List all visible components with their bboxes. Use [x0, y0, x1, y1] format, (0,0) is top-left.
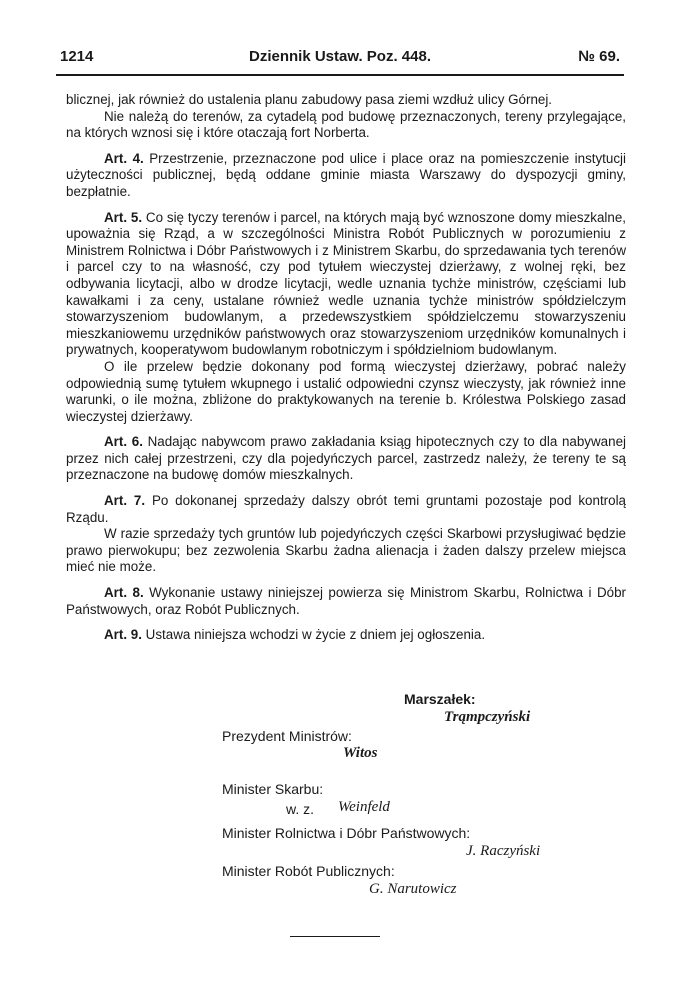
marshal-title: Marszałek:	[404, 691, 476, 707]
article-label: Art. 9.	[104, 627, 142, 643]
agriculture-minister-title: Minister Rolnictwa i Dóbr Państwowych:	[222, 825, 471, 841]
article-label: Art. 7.	[104, 493, 146, 509]
article-7	[66, 493, 626, 526]
paragraph-text: blicznej, jak również do ustalenia planu zabudowy pasa ziemi wzdłuż ulicy Górnej.	[66, 92, 553, 107]
issue-number: № 69.	[578, 48, 620, 65]
article-label: Art. 6.	[104, 434, 143, 450]
document-body	[66, 92, 626, 644]
article-6	[66, 434, 626, 484]
prime-minister-signature: Witos	[343, 745, 378, 761]
article-text: Po dokonanej sprzedaży dalszy obrót temi gruntami pozostaje pod kontrolą Rządu.	[66, 493, 627, 525]
article-text: Wykonanie ustawy niniejszej powierza się Ministrom Skarbu, Rolnictwa i Dóbr Państwowych, oraz Robót Publicznych.	[66, 585, 626, 617]
closing-rule	[290, 936, 380, 937]
treasury-minister-title: Minister Skarbu:	[222, 781, 324, 797]
article-9	[66, 627, 626, 644]
article-label: Art. 5.	[104, 209, 143, 225]
article-text: Ustawa niniejsza wchodzi w życie z dniem jej ogłoszenia.	[141, 627, 486, 643]
paragraph-preemption	[66, 526, 626, 576]
paragraph-text: O ile przelew będzie dokonany pod formą wieczystej dzierżawy, pobrać należy odpowiednią sumę tytułem wkupnego i ustalić odpowiedni czynsz wieczysty, jak również inne warunki, o ile można, zbliżone do praktykowanych na terenie b. Królestwa Polskiego zasad wieczystej dzierżawy.	[66, 358, 626, 424]
paragraph-continuation	[66, 92, 626, 109]
article-4	[66, 151, 626, 201]
paragraph-lease	[66, 359, 626, 425]
paragraph-text: Nie należą do terenów, za cytadelą pod budowę przeznaczonych, tereny przylegające, na których wznosi się i które otaczają fort Norberta.	[66, 108, 626, 141]
article-5	[66, 210, 626, 359]
article-label: Art. 8.	[104, 585, 144, 601]
prime-minister-title: Prezydent Ministrów:	[222, 728, 352, 744]
treasury-minister-signature: Weinfeld	[338, 799, 390, 815]
treasury-deputy-prefix: w. z.	[286, 801, 315, 817]
page-header	[60, 48, 620, 66]
public-works-minister-title: Minister Robót Publicznych:	[222, 863, 395, 879]
paragraph-norbert	[66, 109, 626, 142]
article-label: Art. 4.	[104, 150, 144, 166]
public-works-minister-signature: G. Narutowicz	[369, 881, 457, 897]
journal-title: Dziennik Ustaw. Poz. 448.	[249, 48, 431, 65]
marshal-signature: Trąmpczyński	[444, 709, 531, 725]
article-text: Co się tyczy terenów i parcel, na których mają być wznoszone domy mieszkalne, upoważnia się Rząd, a w szczególności Ministra Robót Publicznych w porozumieniu z Ministrem Rolnictwa i Dóbr Państwowych i z Ministrem Skarbu, do sprzedawania tych terenów i parcel czy to na własność, czy pod tytułem wieczystej dzierżawy, z wolnej ręki, bez odbywania licytacji, albo w drodze licytacji, wedle uznania tychże ministrów, częściami lub kawałkami i za ceny, ustalane również wedle uznania tychże ministrów spółdzielczym stowarzyszeniom budowlanym, a przedewszystkiem spółdzielczemu stowarzyszeniu mieszkaniowemu urzędników państwowych oraz stowarzyszeniom urzędników komunalnych i prywatnych, kooperatywom budowlanym robotniczym i spółdzielniom budowlanym.	[66, 209, 626, 358]
agriculture-minister-signature: J. Raczyński	[466, 843, 541, 859]
paragraph-text: W razie sprzedaży tych gruntów lub pojedyńczych części Skarbowi przysługiwać będzie prawo pierwokupu; bez zezwolenia Skarbu żadna alienacja i żaden dalszy przelew miejsca mieć nie może.	[66, 526, 626, 575]
page-number: 1214	[60, 48, 94, 65]
article-text: Nadając nabywcom prawo zakładania ksiąg hipotecznych czy to dla nabywanej przez nich całej przestrzeni, czy dla pojedyńczych parcel, zastrzedz należy, że tereny te są przeznaczone na budowę domów mieszkalnych.	[66, 434, 626, 483]
header-rule	[56, 74, 624, 76]
article-text: Przestrzenie, przeznaczone pod ulice i place oraz na pomieszczenie instytucji użyteczności publicznej, będą oddane gminie miasta Warszawy do dyspozycji gminy, bezpłatnie.	[66, 150, 626, 199]
article-8	[66, 585, 626, 618]
